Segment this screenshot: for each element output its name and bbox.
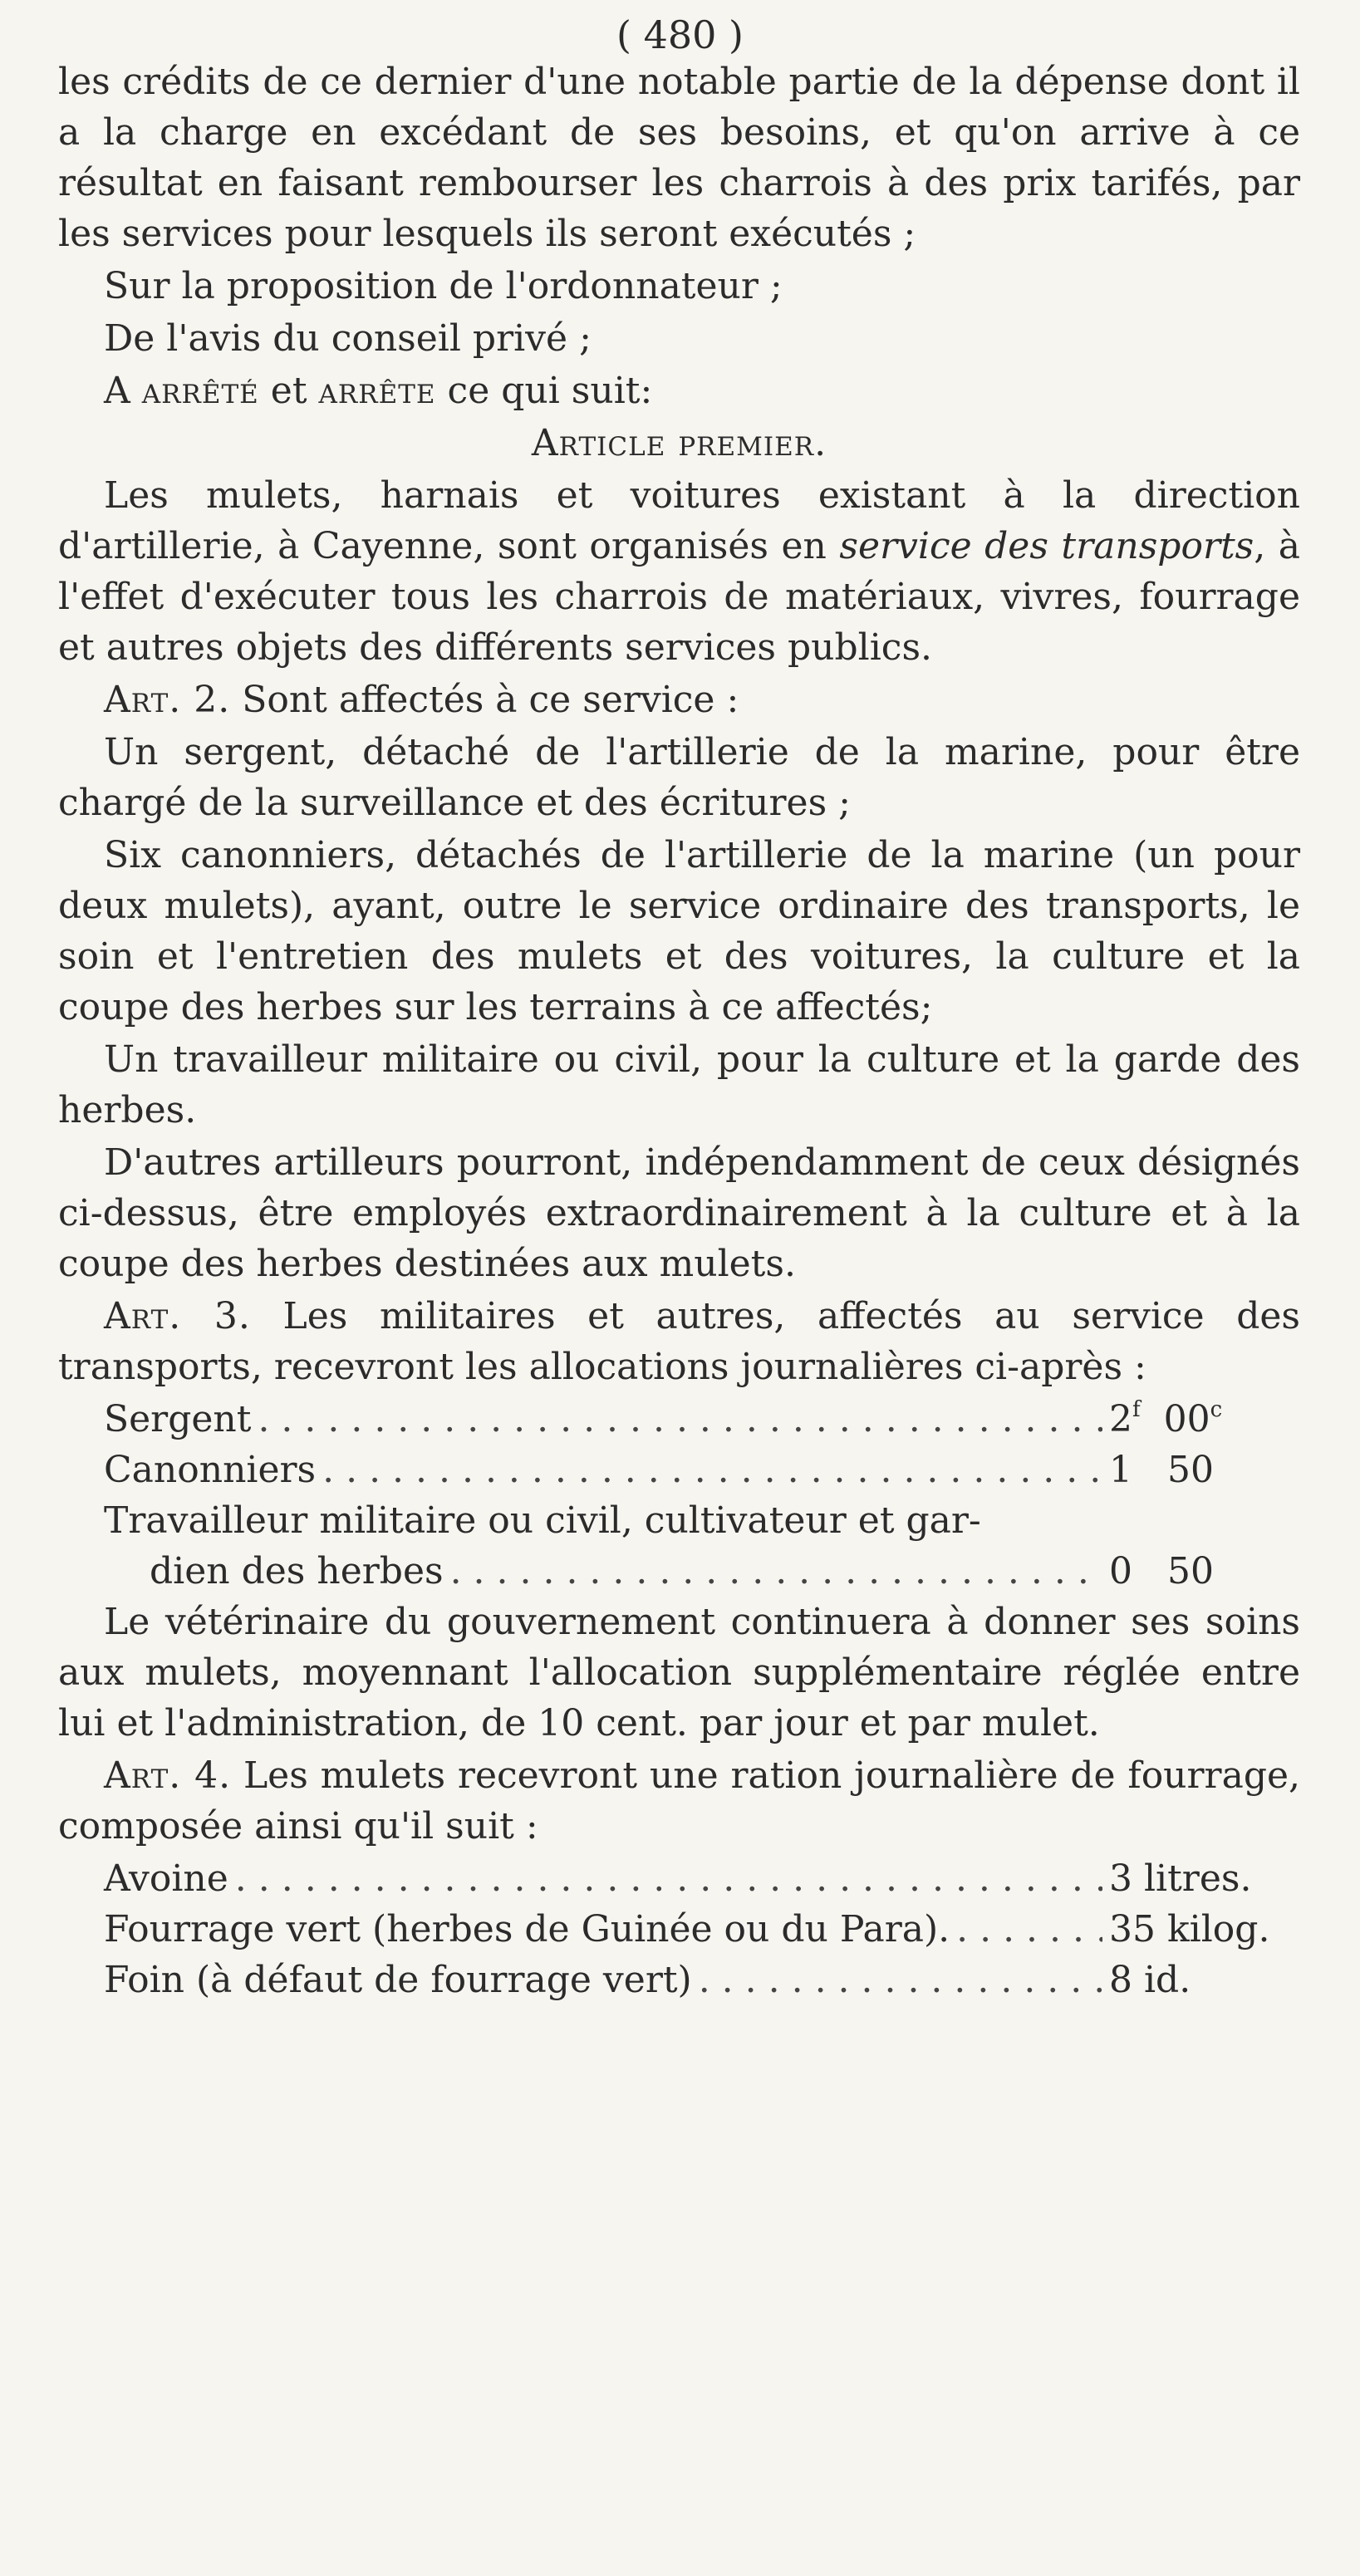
- article-heading: Article premier.: [531, 422, 827, 464]
- allocation-row-label-line: [58, 1495, 1300, 1546]
- ration-label: Fourrage vert (herbes de Guinée ou du Para).: [104, 1908, 950, 1950]
- ration-label: Foin (à défaut de fourrage vert): [104, 1959, 692, 2001]
- article-3: [58, 1291, 1300, 1392]
- ration-row: [58, 1955, 1300, 2005]
- page-number: ( 480 ): [616, 12, 744, 57]
- allocation-row: [58, 1445, 1300, 1495]
- leader-dots: [699, 1955, 1102, 2005]
- ration-value: 3 litres.: [1109, 1857, 1252, 1900]
- arrete-word-arrete2: arrête: [318, 370, 436, 412]
- article-1-italic: service des transports: [839, 525, 1254, 567]
- allocation-label: Canonniers: [104, 1449, 317, 1491]
- article-2: [58, 675, 1300, 725]
- article-1: [58, 470, 1300, 673]
- leader-dots: [235, 1853, 1102, 1904]
- article-1-text-a: Les mulets, harnais et voitures existant à la direction d'artillerie, à Cayenne, sont organisés en: [58, 474, 1300, 567]
- allocation-label: Travailleur militaire ou civil, cultivateur et gar-: [104, 1499, 981, 1542]
- ration-value: 8 id.: [1109, 1959, 1191, 2001]
- ration-value: 35 kilog.: [1109, 1908, 1270, 1950]
- article-3-label: Art. 3.: [104, 1295, 251, 1337]
- article-2-paragraph: D'autres artilleurs pourront, indépendamment de ceux désignés ci-dessus, être employés extraordinairement à la culture et à la coupe des herbes destinées aux mulets.: [58, 1141, 1300, 1285]
- body-text: [58, 56, 1300, 2005]
- paragraph-arrete: [58, 366, 1300, 416]
- article-1-text-b: , à l'effet d'exécuter tous les charrois de matériaux, vivres, fourrage et autres objets des différents services publics.: [58, 525, 1300, 669]
- arrete-word-et: et: [270, 370, 307, 412]
- allocation-label: Sergent: [104, 1398, 252, 1440]
- arrete-word-rest: ce qui suit:: [447, 370, 653, 412]
- article-2-item-canonniers: Six canonniers, détachés de l'artillerie de la marine (un pour deux mulets), ayant, outre le service ordinaire des transports, le soin et l'entretien des mulets et des voitures, la culture et la coupe des herbes sur les terrains à ce affectés;: [58, 834, 1300, 1028]
- article-4-label: Art. 4.: [104, 1754, 232, 1797]
- leader-dots: [322, 1445, 1102, 1495]
- allocation-label: dien des herbes: [150, 1550, 444, 1592]
- ration-row: [58, 1853, 1300, 1904]
- ration-label: Avoine: [104, 1857, 228, 1900]
- article-2-label: Art. 2.: [104, 679, 231, 721]
- allocation-amount: 1 50: [1109, 1449, 1214, 1491]
- article-4-text: Les mulets recevront une ration journalière de fourrage, composée ainsi qu'il suit :: [58, 1754, 1301, 1847]
- arrete-word-a: A: [104, 370, 130, 412]
- article-3-text: Les militaires et autres, affectés au service des transports, recevront les allocations journalières ci-après :: [58, 1295, 1300, 1388]
- paragraph-veterinaire: Le vétérinaire du gouvernement continuera à donner ses soins aux mulets, moyennant l'allocation supplémentaire réglée entre lui et l'administration, de 10 cent. par jour et par mulet.: [58, 1601, 1300, 1744]
- ration-row: [58, 1904, 1300, 1955]
- paragraph-continuation: les crédits de ce dernier d'une notable partie de la dépense dont il a la charge en excédant de ses besoins, et qu'on arrive à ce résultat en faisant rembourser les charrois à des prix tarifés, par les services pour lesquels ils seront exécutés ;: [58, 61, 1300, 255]
- paragraph-proposition: Sur la proposition de l'ordonnateur ;: [104, 265, 783, 307]
- arrete-word-arrete: arrêté: [141, 370, 259, 412]
- article-2-text: Sont affectés à ce service :: [242, 679, 739, 721]
- allocation-amount: 0 50: [1109, 1550, 1214, 1592]
- paragraph-avis: De l'avis du conseil privé ;: [104, 317, 592, 360]
- allocation-amount: 2$^f$ 00$^c$: [1109, 1397, 1223, 1440]
- article-2-item-sergent: Un sergent, détaché de l'artillerie de la marine, pour être chargé de la surveillance et des écritures ;: [58, 731, 1300, 824]
- allocation-row: [58, 1546, 1300, 1597]
- article-2-item-travailleur: Un travailleur militaire ou civil, pour la culture et la garde des herbes.: [58, 1038, 1300, 1131]
- leader-dots: [450, 1546, 1102, 1597]
- article-4: [58, 1750, 1300, 1852]
- leader-dots: [258, 1394, 1102, 1445]
- allocation-row: [58, 1394, 1300, 1445]
- leader-dots: [956, 1904, 1102, 1955]
